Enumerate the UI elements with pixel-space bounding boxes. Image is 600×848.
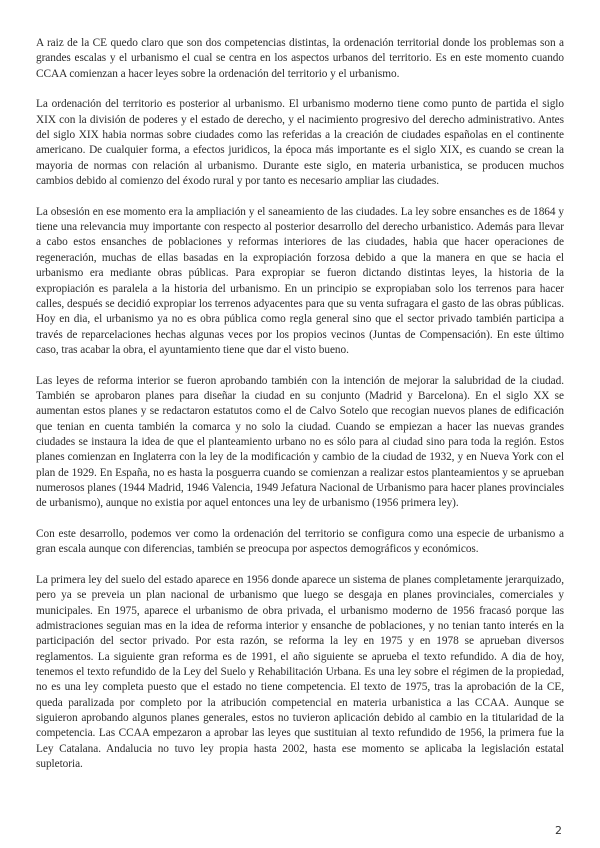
paragraph: La ordenación del territorio es posterior al urbanismo. El urbanismo moderno tiene como punto de partida el siglo XIX con la división de poderes y el estado de derecho, y el nacimiento progresivo del derecho administrativo. Antes del siglo XIX habia normas sobre ciudades como las referidas a la creación de ciudades españolas en el continente americano. De cualquier forma, a efectos juridicos, la época más importante es el siglo XIX, es cuando se crean la mayoria de normas con relación al urbanismo. Durante este siglo, en materia urbanistica, se producen muchos cambios debido al comienzo del éxodo rural y por tanto es necesario ampliar las ciudades. (36, 98, 564, 188)
paragraph: A raiz de la CE quedo claro que son dos competencias distintas, la ordenación territorial donde los problemas son a grandes escalas y el urbanismo el cual se centra en los aspectos urbanos del territorio. Es en este momento cuando CCAA comienzan a hacer leyes sobre la ordenación del territorio y el urbanismo. (36, 37, 564, 80)
paragraph: Con este desarrollo, podemos ver como la ordenación del territorio se configura como una especie de urbanismo a gran escala aunque con diferencias, también se preocupa por aspectos demográficos y económicos. (36, 528, 564, 556)
paragraph: La obsesión en ese momento era la ampliación y el saneamiento de las ciudades. La ley sobre ensanches es de 1864 y tiene una relevancia muy importante con respecto al posterior desarrollo del derecho urbanistico. Además para llevar a cabo estos ensanches de poblaciones y reformas interiores de las ciudades, habia que hacer operaciones de regeneración, muchas de ellas basadas en la expropiación forzosa debido a que la manera en que se hacia el urbanismo era mediante obras públicas. Para expropiar se fueron dictando distintas leyes, la historia de la expropiación es paralela a la historia del urbanismo. En un principio se expropiaban solo los terrenos para hacer calles, después se decidió expropiar los terrenos adyacentes para que su venta sufragara el gasto de las obras públicas. Hoy en dia, el urbanismo ya no es obra pública como regla general sino que el sector privado también participa a través de reparcelaciones hechas algunas veces por los propios vecinos (Juntas de Compensación). En este último caso, tras acabar la obra, el ayuntamiento tiene que dar el visto bueno. (36, 205, 564, 356)
paragraph: Las leyes de reforma interior se fueron aprobando también con la intención de mejorar la salubridad de la ciudad. También se aprobaron planes para diseñar la ciudad en su conjunto (Madrid y Barcelona). En el siglo XX se aumentan estos planes y se redactaron estatutos como el de Calvo Sotelo que recogian nuevos planes de edificación que tenian en cuenta también la comarca y no solo la ciudad. Cuando se empiezan a hacer las nuevas grandes ciudades se instaura la idea de que el planteamiento urbano no es sólo para al ciudad sino para toda la región. Estos planes comienzan en Inglaterra con la ley de la modificación y cambio de la ciudad de 1932, y en Nueva York con el plan de 1929. En España, no es hasta la posguerra cuando se comienzan a realizar estos planteamientos y se aprueban numerosos planes (1944 Madrid, 1946 Valencia, 1949 Jefatura Nacional de Urbanismo para hacer planes provinciales de urbanismo), aunque no existia por aquel entonces una ley de urbanismo (1956 primera ley). (36, 374, 564, 510)
document-body (36, 36, 564, 788)
paragraph: La primera ley del suelo del estado aparece en 1956 donde aparece un sistema de planes completamente jerarquizado, pero ya se preveia un plan nacional de urbanismo que luego se desgaja en planes provinciales, comerciales y municipales. En 1975, aparece el urbanismo de obra privada, el urbanismo moderno de 1956 fracasó porque las admistraciones seguian mas en la idea de reforma interior y ensanche de poblaciones, y no tenian tanto interés en la participación del sector privado. Por esta razón, se reforma la ley en 1975 y en 1978 se aprueban diversos reglamentos. La siguiente gran reforma es de 1991, el año siguiente se aprueba el texto refundido. A dia de hoy, tenemos el texto refundido de la Ley del Suelo y Rehabilitación Urbana. Es una ley sobre el régimen de la propiedad, no es una ley completa puesto que el estado no tiene competencia. El texto de 1975, tras la aprobación de la CE, queda paralizada por completo por la atribución competencial en materia urbanistica a las CCAA. Aunque se siguieron aprobando algunos planes generales, estos no tuvieron aplicación debido al cambio en la titularidad de la competencia. Las CCAA empezaron a aprobar las leyes que sustituian al texto refundido de 1956, la primera fue la Ley Catalana. Andalucia no tuvo ley propia hasta 2002, hasta ese momento se aplicaba la legislación estatal supletoria. (36, 574, 564, 771)
page-number: 2 (555, 824, 562, 837)
